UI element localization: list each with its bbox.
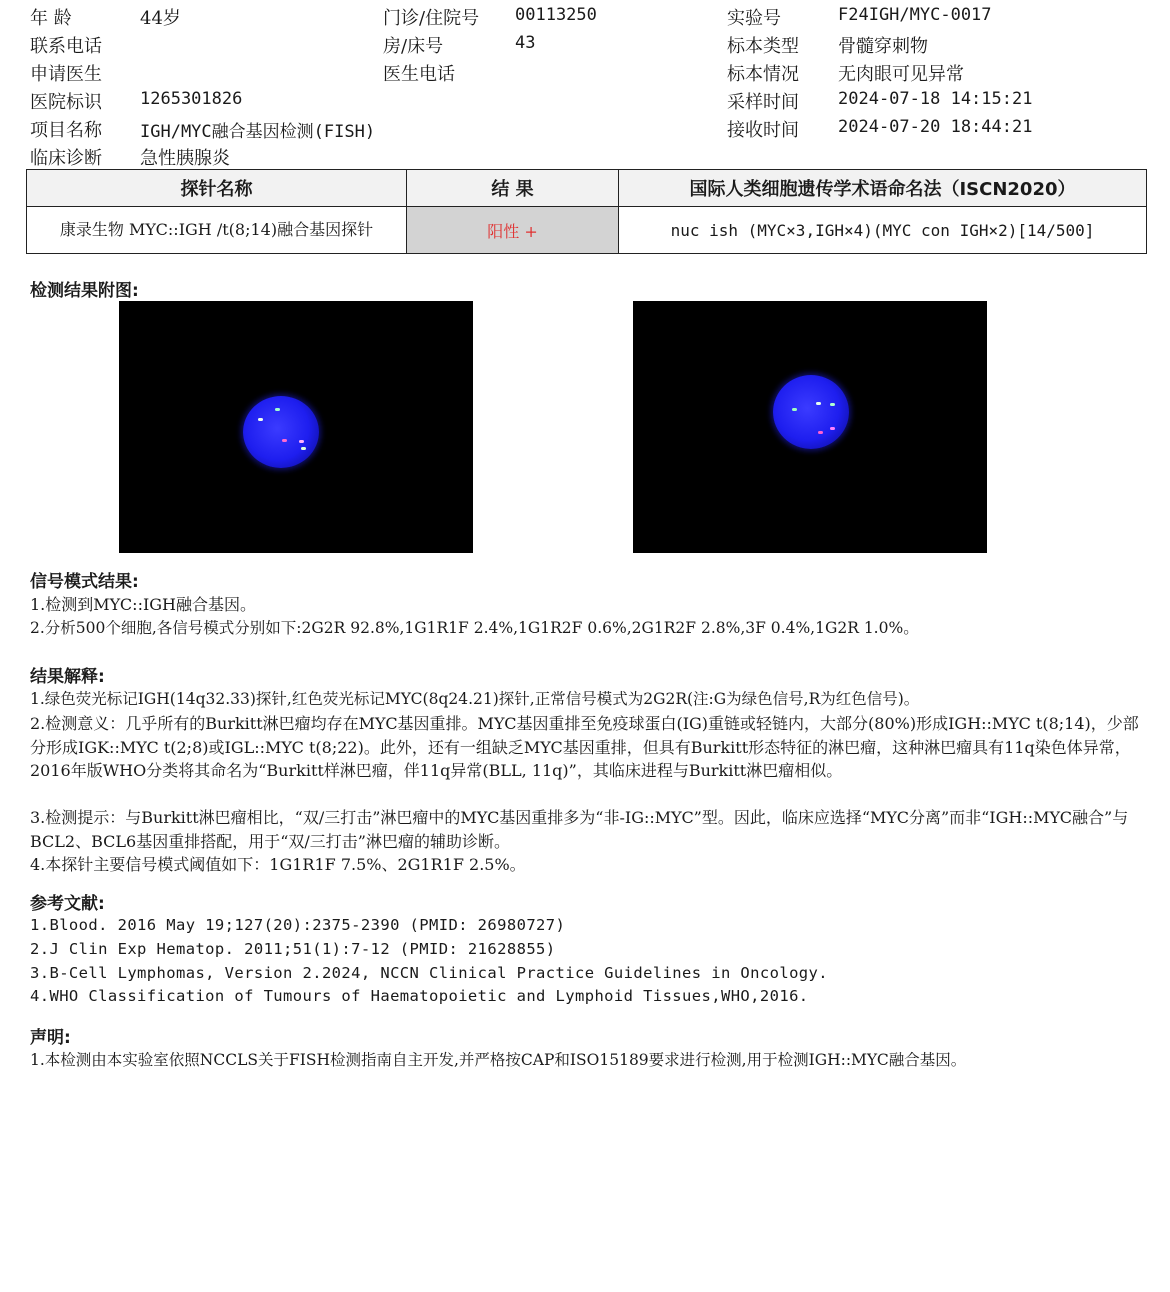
sample-type-label: 标本类型 [727,36,799,57]
doctor-label: 申请医生 [30,64,102,85]
sample-type-value: 骨髓穿刺物 [838,36,928,57]
col-iscn-header: 国际人类细胞遗传学术语命名法（ISCN2020） [619,170,1147,207]
statement-title: 声明: [30,1028,71,1048]
interpretation-p3: 3.检测提示：与Burkitt淋巴瘤相比，“双/三打击”淋巴瘤中的MYC基因重排多为“非-IG::MYC”型。因此，临床应选择“MYC分离”而非“IGH::MYC融合”与BCL2、BCL6基因重排搭配，用于“双/三打击”淋巴瘤的辅助诊断。 [30,808,1129,851]
red-signal [818,431,823,434]
sample-cond-label: 标本情况 [727,64,799,85]
lab-no-value: F24IGH/MYC-0017 [838,5,992,25]
red-signal [299,440,304,443]
reference-item: 1.Blood. 2016 May 19;127(20):2375-2390 (PMID: 26980727) [30,916,566,934]
col-probe-header: 探针名称 [27,170,407,207]
fusion-signal [816,402,821,405]
nucleus [773,375,849,449]
signal-line-2: 2.分析500个细胞,各信号模式分别如下:2G2R 92.8%,1G1R1F 2.4%,1G1R2F 0.6%,2G1R2F 2.8%,3F 0.4%,1G2R 1.0%。 [30,619,919,637]
lab-no-label: 实验号 [727,8,781,29]
references-title: 参考文献: [30,894,105,914]
signal-title: 信号模式结果: [30,572,139,592]
phone-label: 联系电话 [30,36,102,57]
nucleus [243,396,319,468]
probe-name-cell: 康录生物 MYC::IGH /t(8;14)融合基因探针 [27,207,407,254]
result-table [26,169,1147,254]
interpretation-title: 结果解释: [30,667,105,687]
reference-item: 3.B-Cell Lymphomas, Version 2.2024, NCCN Clinical Practice Guidelines in Oncology. [30,964,829,982]
statement-text: 1.本检测由本实验室依照NCCLS关于FISH检测指南自主开发,并严格按CAP和ISO15189要求进行检测,用于检测IGH::MYC融合基因。 [30,1051,967,1069]
bed-value: 43 [515,33,536,53]
red-signal [830,427,835,430]
green-signal [275,408,280,411]
item-value: IGH/MYC融合基因检测(FISH) [140,122,376,142]
collect-time-label: 采样时间 [727,92,799,113]
reference-item: 4.WHO Classification of Tumours of Haematopoietic and Lymphoid Tissues,WHO,2016. [30,987,809,1005]
interpretation-p1: 1.绿色荧光标记IGH(14q32.33)探针,红色荧光标记MYC(8q24.21)探针,正常信号模式为2G2R(注:G为绿色信号,R为红色信号)。 [30,690,920,708]
sample-cond-value: 无肉眼可见异常 [838,64,964,85]
fusion-signal [301,447,306,450]
receive-time-label: 接收时间 [727,120,799,141]
images-title: 检测结果附图: [30,281,139,301]
collect-time-value: 2024-07-18 14:15:21 [838,89,1033,109]
hospital-id-value: 1265301826 [140,89,243,109]
reference-item: 2.J Clin Exp Hematop. 2011;51(1):7-12 (PMID: 21628855) [30,940,556,958]
bed-label: 房/床号 [383,36,444,57]
clinic-no-label: 门诊/住院号 [383,8,480,29]
fish-image-1 [119,301,473,553]
signal-line-1: 1.检测到MYC::IGH融合基因。 [30,595,257,614]
iscn-cell: nuc ish (MYC×3,IGH×4)(MYC con IGH×2)[14/500] [619,207,1147,254]
fish-image-2 [633,301,987,553]
green-signal [830,403,835,406]
green-signal [792,408,797,411]
diagnosis-label: 临床诊断 [30,148,102,169]
age-label: 年 龄 [30,8,72,29]
result-cell: 阳性 + [407,207,619,254]
doctor-phone-label: 医生电话 [383,64,455,85]
fusion-signal [258,418,263,421]
receive-time-value: 2024-07-20 18:44:21 [838,117,1033,137]
clinic-no-value: 00113250 [515,5,597,25]
interpretation-p4: 4.本探针主要信号模式阈值如下：1G1R1F 7.5%、2G1R1F 2.5%。 [30,855,526,874]
interpretation-p2: 2.检测意义：几乎所有的Burkitt淋巴瘤均存在MYC基因重排。MYC基因重排至免疫球蛋白(IG)重链或轻链内，大部分(80%)形成IGH::MYC t(8;14)，少部分形成IGK::MYC t(2;8)或IGL::MYC t(8;22)。此外，还有一组缺乏MYC基因重排，但具有Burkitt形态特征的淋巴瘤，这种淋巴瘤具有11q染色体异常，2016年版WHO分类将其命名为“Burkitt样淋巴瘤，伴11q异常(BLL, 11q)”，其临床进程与Burkitt淋巴瘤相似。 [30,714,1139,780]
red-signal [282,439,287,442]
col-result-header: 结 果 [407,170,619,207]
diagnosis-value: 急性胰腺炎 [140,148,230,169]
result-table-row [27,207,1147,254]
hospital-id-label: 医院标识 [30,92,102,113]
item-label: 项目名称 [30,120,102,141]
result-table-header [27,170,1147,207]
age-value: 44岁 [140,8,181,29]
